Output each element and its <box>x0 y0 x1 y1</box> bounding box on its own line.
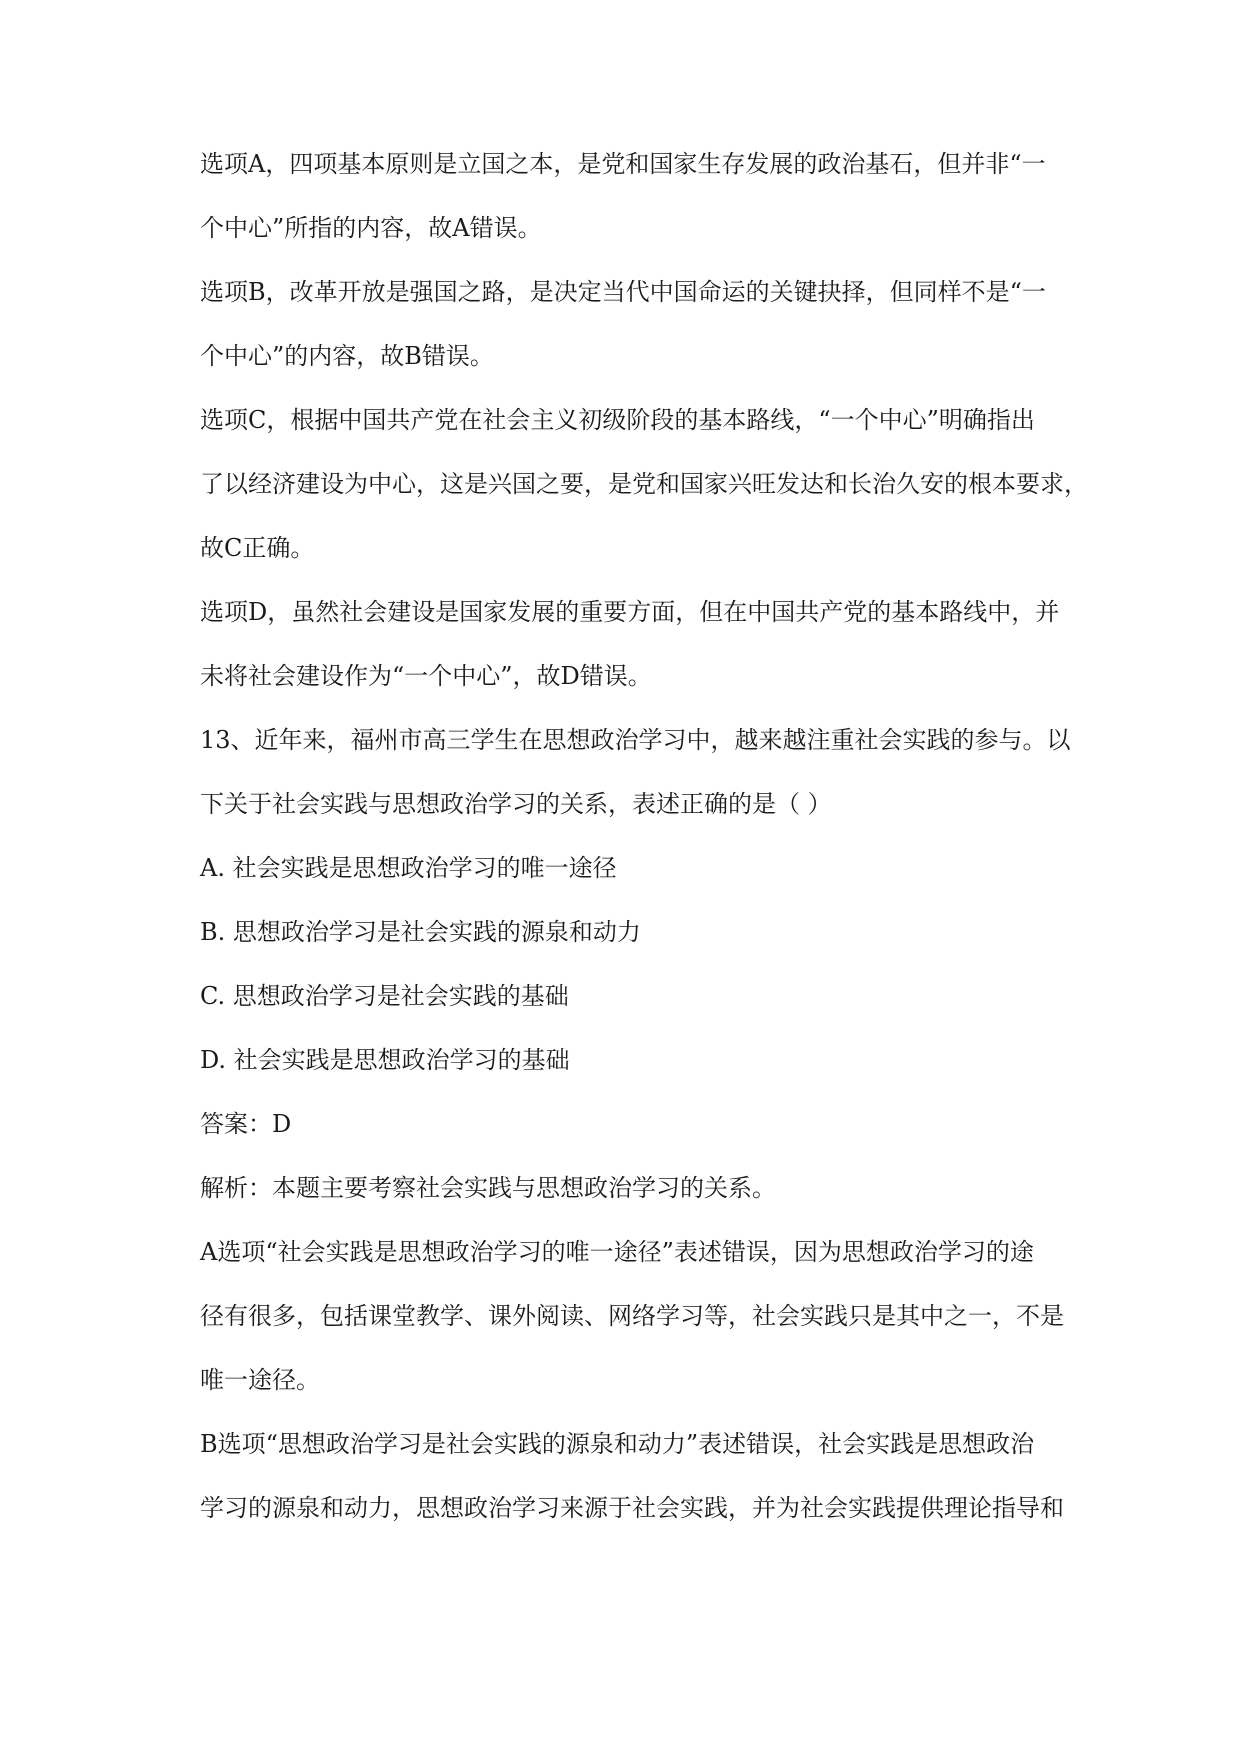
explanation-option-a-line-1: A选项“社会实践是思想政治学习的唯一途径”表述错误，因为思想政治学习的途 <box>200 1238 1034 1266</box>
explanation-option-a-line-2: 径有很多，包括课堂教学、课外阅读、网络学习等，社会实践只是其中之一，不是 <box>200 1302 1064 1330</box>
option-b-analysis-line-1: 选项B，改革开放是强国之路，是决定当代中国命运的关键抉择，但同样不是“一 <box>200 278 1046 306</box>
option-a-analysis-line-1: 选项A，四项基本原则是立国之本，是党和国家生存发展的政治基石，但并非“一 <box>200 150 1046 178</box>
question-13-stem-line-2: 下关于社会实践与思想政治学习的关系，表述正确的是（ ） <box>200 790 832 818</box>
explanation-option-b-line-1: B选项“思想政治学习是社会实践的源泉和动力”表述错误，社会实践是思想政治 <box>200 1430 1035 1458</box>
answer-line: 答案：D <box>200 1110 292 1138</box>
option-d-analysis-line-2: 未将社会建设作为“一个中心”，故D错误。 <box>200 662 652 690</box>
explanation-intro: 解析：本题主要考察社会实践与思想政治学习的关系。 <box>200 1174 776 1202</box>
question-13-option-c: C. 思想政治学习是社会实践的基础 <box>200 982 569 1010</box>
question-13-stem-line-1: 13、近年来，福州市高三学生在思想政治学习中，越来越注重社会实践的参与。以 <box>200 726 1071 754</box>
question-13-option-a: A. 社会实践是思想政治学习的唯一途径 <box>200 854 617 882</box>
explanation-option-a-line-3: 唯一途径。 <box>200 1366 320 1394</box>
question-13-option-b: B. 思想政治学习是社会实践的源泉和动力 <box>200 918 641 946</box>
option-c-analysis-line-3: 故C正确。 <box>200 534 315 562</box>
option-b-analysis-line-2: 个中心”的内容，故B错误。 <box>200 342 494 370</box>
question-13-option-d: D. 社会实践是思想政治学习的基础 <box>200 1046 570 1074</box>
option-c-analysis-line-1: 选项C，根据中国共产党在社会主义初级阶段的基本路线，“一个中心”明确指出 <box>200 406 1035 434</box>
option-c-analysis-line-2: 了以经济建设为中心，这是兴国之要，是党和国家兴旺发达和长治久安的根本要求， <box>200 470 1088 498</box>
option-a-analysis-line-2: 个中心”所指的内容，故A错误。 <box>200 214 542 242</box>
option-d-analysis-line-1: 选项D，虽然社会建设是国家发展的重要方面，但在中国共产党的基本路线中，并 <box>200 598 1060 626</box>
explanation-option-b-line-2: 学习的源泉和动力，思想政治学习来源于社会实践，并为社会实践提供理论指导和 <box>200 1494 1064 1522</box>
